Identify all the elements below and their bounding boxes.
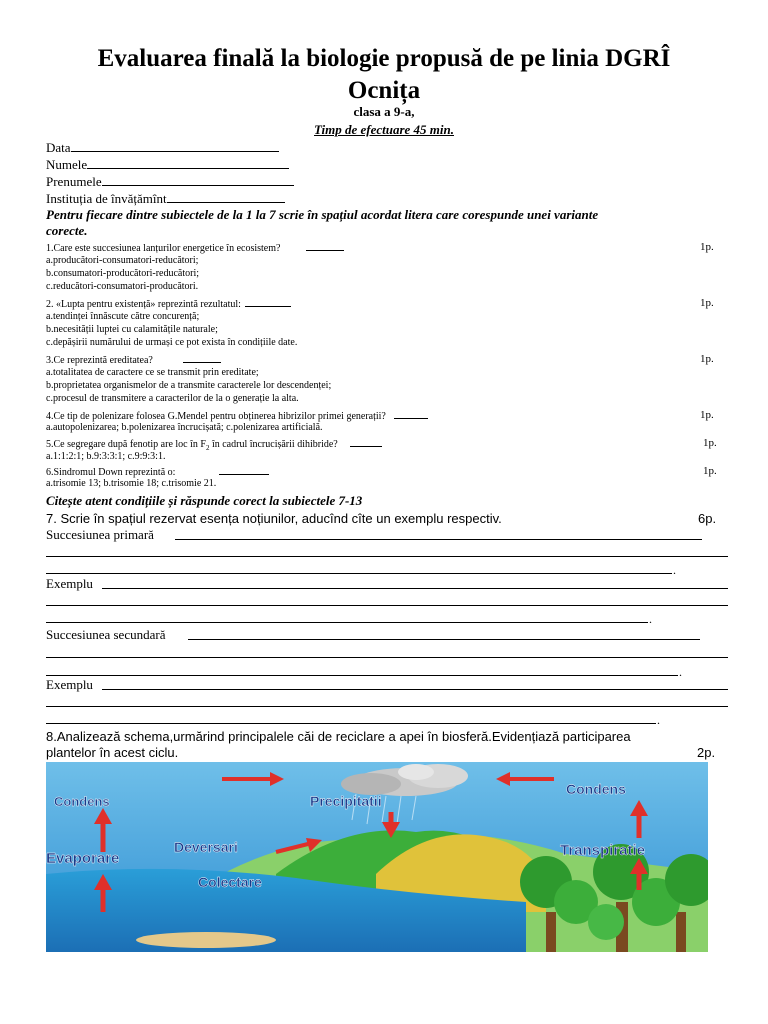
q6-options: a.trisomie 13; b.trisomie 18; c.trisomie 21. [46,478,217,489]
label-deversari: Deversari [174,839,238,855]
label-precipitatii: Precipitatii [310,793,382,809]
q3-option-c: c.procesul de transmitere a caracterilor de la o generație la alta. [46,393,299,404]
answer-line[interactable] [46,675,678,676]
answer-line[interactable] [46,573,672,574]
q2-option-c: c.depășirii numărului de urmași ce pot exista în condițiile date. [46,337,298,348]
q2-answer-blank[interactable] [245,297,291,307]
q7-example1-row [46,576,93,591]
field-institutia [46,191,285,206]
label-condens-right: Condens [566,781,626,797]
q4-text [46,409,428,423]
line-end-dot: . [673,563,676,577]
page-title-location: Ocnița [347,77,421,104]
field-prenumele [46,174,294,189]
field-data-blank[interactable] [71,140,279,152]
q7-example1-label: Exemplu [46,576,93,591]
q5-question-end: în cadrul încrucișării dihibride? [209,439,338,450]
q6-text [46,465,269,479]
q3-question: 3.Ce reprezintă ereditatea? [46,355,153,366]
q3-option-a: a.totalitatea de caractere ce se transmit prin ereditate; [46,367,259,378]
field-prenumele-label: Prenumele [46,174,102,189]
q3-points: 1p. [700,353,714,365]
island [136,932,276,948]
q7-example1-answer-line[interactable] [102,588,728,589]
q5-question-start: 5.Ce segregare după fenotip are loc în F [46,439,206,450]
instructions-7-13: Citește atent condițiile și răspunde corect la subiectele 7-13 [46,493,363,508]
q6-question: 6.Sindromul Down reprezintă o: [46,467,176,478]
line-end-dot: . [657,713,660,727]
q2-question: 2. «Lupta pentru existență» reprezintă rezultatul: [46,299,241,310]
q1-option-c: c.reducători-consumatori-producători. [46,281,199,292]
answer-line[interactable] [46,622,648,623]
q8-text-line1: 8.Analizează schema,urmărind principalele căi de reciclare a apei în biosferă.Evidențiază participarea [46,729,631,744]
q1-answer-blank[interactable] [306,241,344,251]
q4-question: 4.Ce tip de polenizare folosea G.Mendel pentru obținerea hibrizilor primei generații? [46,411,386,422]
q1-option-b: b.consumatori-producători-reducători; [46,268,199,279]
q7-example2-label: Exemplu [46,677,93,692]
q8-points: 2p. [697,745,716,760]
line-end-dot: . [679,665,682,679]
q2-option-a: a.tendinței înnăscute către concurență; [46,311,200,322]
field-data [46,140,279,155]
q2-points: 1p. [700,297,714,309]
answer-line[interactable] [46,657,728,658]
field-institutia-blank[interactable] [167,191,285,203]
q6-points: 1p. [703,465,717,477]
page-title: Evaluarea finală la biologie propusă de pe linia DGRÎ [97,45,671,72]
field-numele-blank[interactable] [87,157,289,169]
water-cycle-diagram [46,762,708,952]
instructions-line2: corecte. [46,223,88,238]
label-transpiratie: Transpiratie [560,842,646,859]
field-data-label: Data [46,140,71,155]
q7-primary-label: Succesiunea primară [46,527,154,542]
q7-text: 7. Scrie în spațiul rezervat esența noțiunilor, aducînd cîte un exemplu respectiv. [46,511,502,526]
field-numele-label: Numele [46,157,88,172]
label-colectare: Colectare [198,874,262,890]
q2-text [46,297,291,311]
line-end-dot: . [649,612,652,626]
answer-line[interactable] [46,556,728,557]
answer-line[interactable] [46,706,728,707]
q4-points: 1p. [700,409,714,421]
q7-points: 6p. [698,511,717,526]
q3-option-b: b.proprietatea organismelor de a transmite caracterele lor descendenței; [46,380,332,391]
instructions-line1: Pentru fiecare dintre subiectele de la 1 la 7 scrie în spațiul acordat litera care corespunde unei variante [46,207,599,222]
q4-answer-blank[interactable] [394,409,428,419]
q7-primary-row [46,527,154,542]
q5-answer-blank[interactable] [350,437,382,447]
q7-example2-row [46,677,93,692]
q7-secondary-answer-line[interactable] [188,639,700,640]
q7-secondary-label: Succesiunea secundară [46,627,166,642]
q7-secondary-row [46,627,165,642]
field-numele [46,157,289,172]
q1-points: 1p. [700,241,714,253]
label-evaporare: Evaporare [46,850,120,867]
q8-text-line2: plantelor în acest ciclu. [46,745,179,760]
q1-text [46,241,344,255]
field-institutia-label: Instituția de învățămînt [46,191,167,206]
q7-primary-answer-line[interactable] [175,539,702,540]
q7-example2-answer-line[interactable] [102,689,728,690]
q2-option-b: b.necesității luptei cu calamitățile naturale; [46,324,218,335]
q1-option-a: a.producători-consumatori-reducători; [46,255,199,266]
q3-answer-blank[interactable] [183,353,221,363]
class-label: clasa a 9-a, [353,104,415,119]
time-label: Timp de efectuare 45 min. [314,122,454,137]
q4-options: a.autopolenizarea; b.polenizarea încrucișată; c.polenizarea artificială. [46,422,323,433]
answer-line[interactable] [46,723,656,724]
q1-question: 1.Care este succesiunea lanțurilor energetice în ecosistem? [46,243,281,254]
q3-text [46,353,221,367]
answer-line[interactable] [46,605,728,606]
trees-icon [520,844,708,952]
label-condens-left: Condens [54,794,110,809]
q5-subscript: 2 [205,444,210,452]
q5-options: a.1:1:2:1; b.9:3:3:1; c.9:9:3:1. [46,451,166,462]
q6-answer-blank[interactable] [219,465,269,475]
field-prenumele-blank[interactable] [102,174,294,186]
q5-points: 1p. [703,437,717,449]
